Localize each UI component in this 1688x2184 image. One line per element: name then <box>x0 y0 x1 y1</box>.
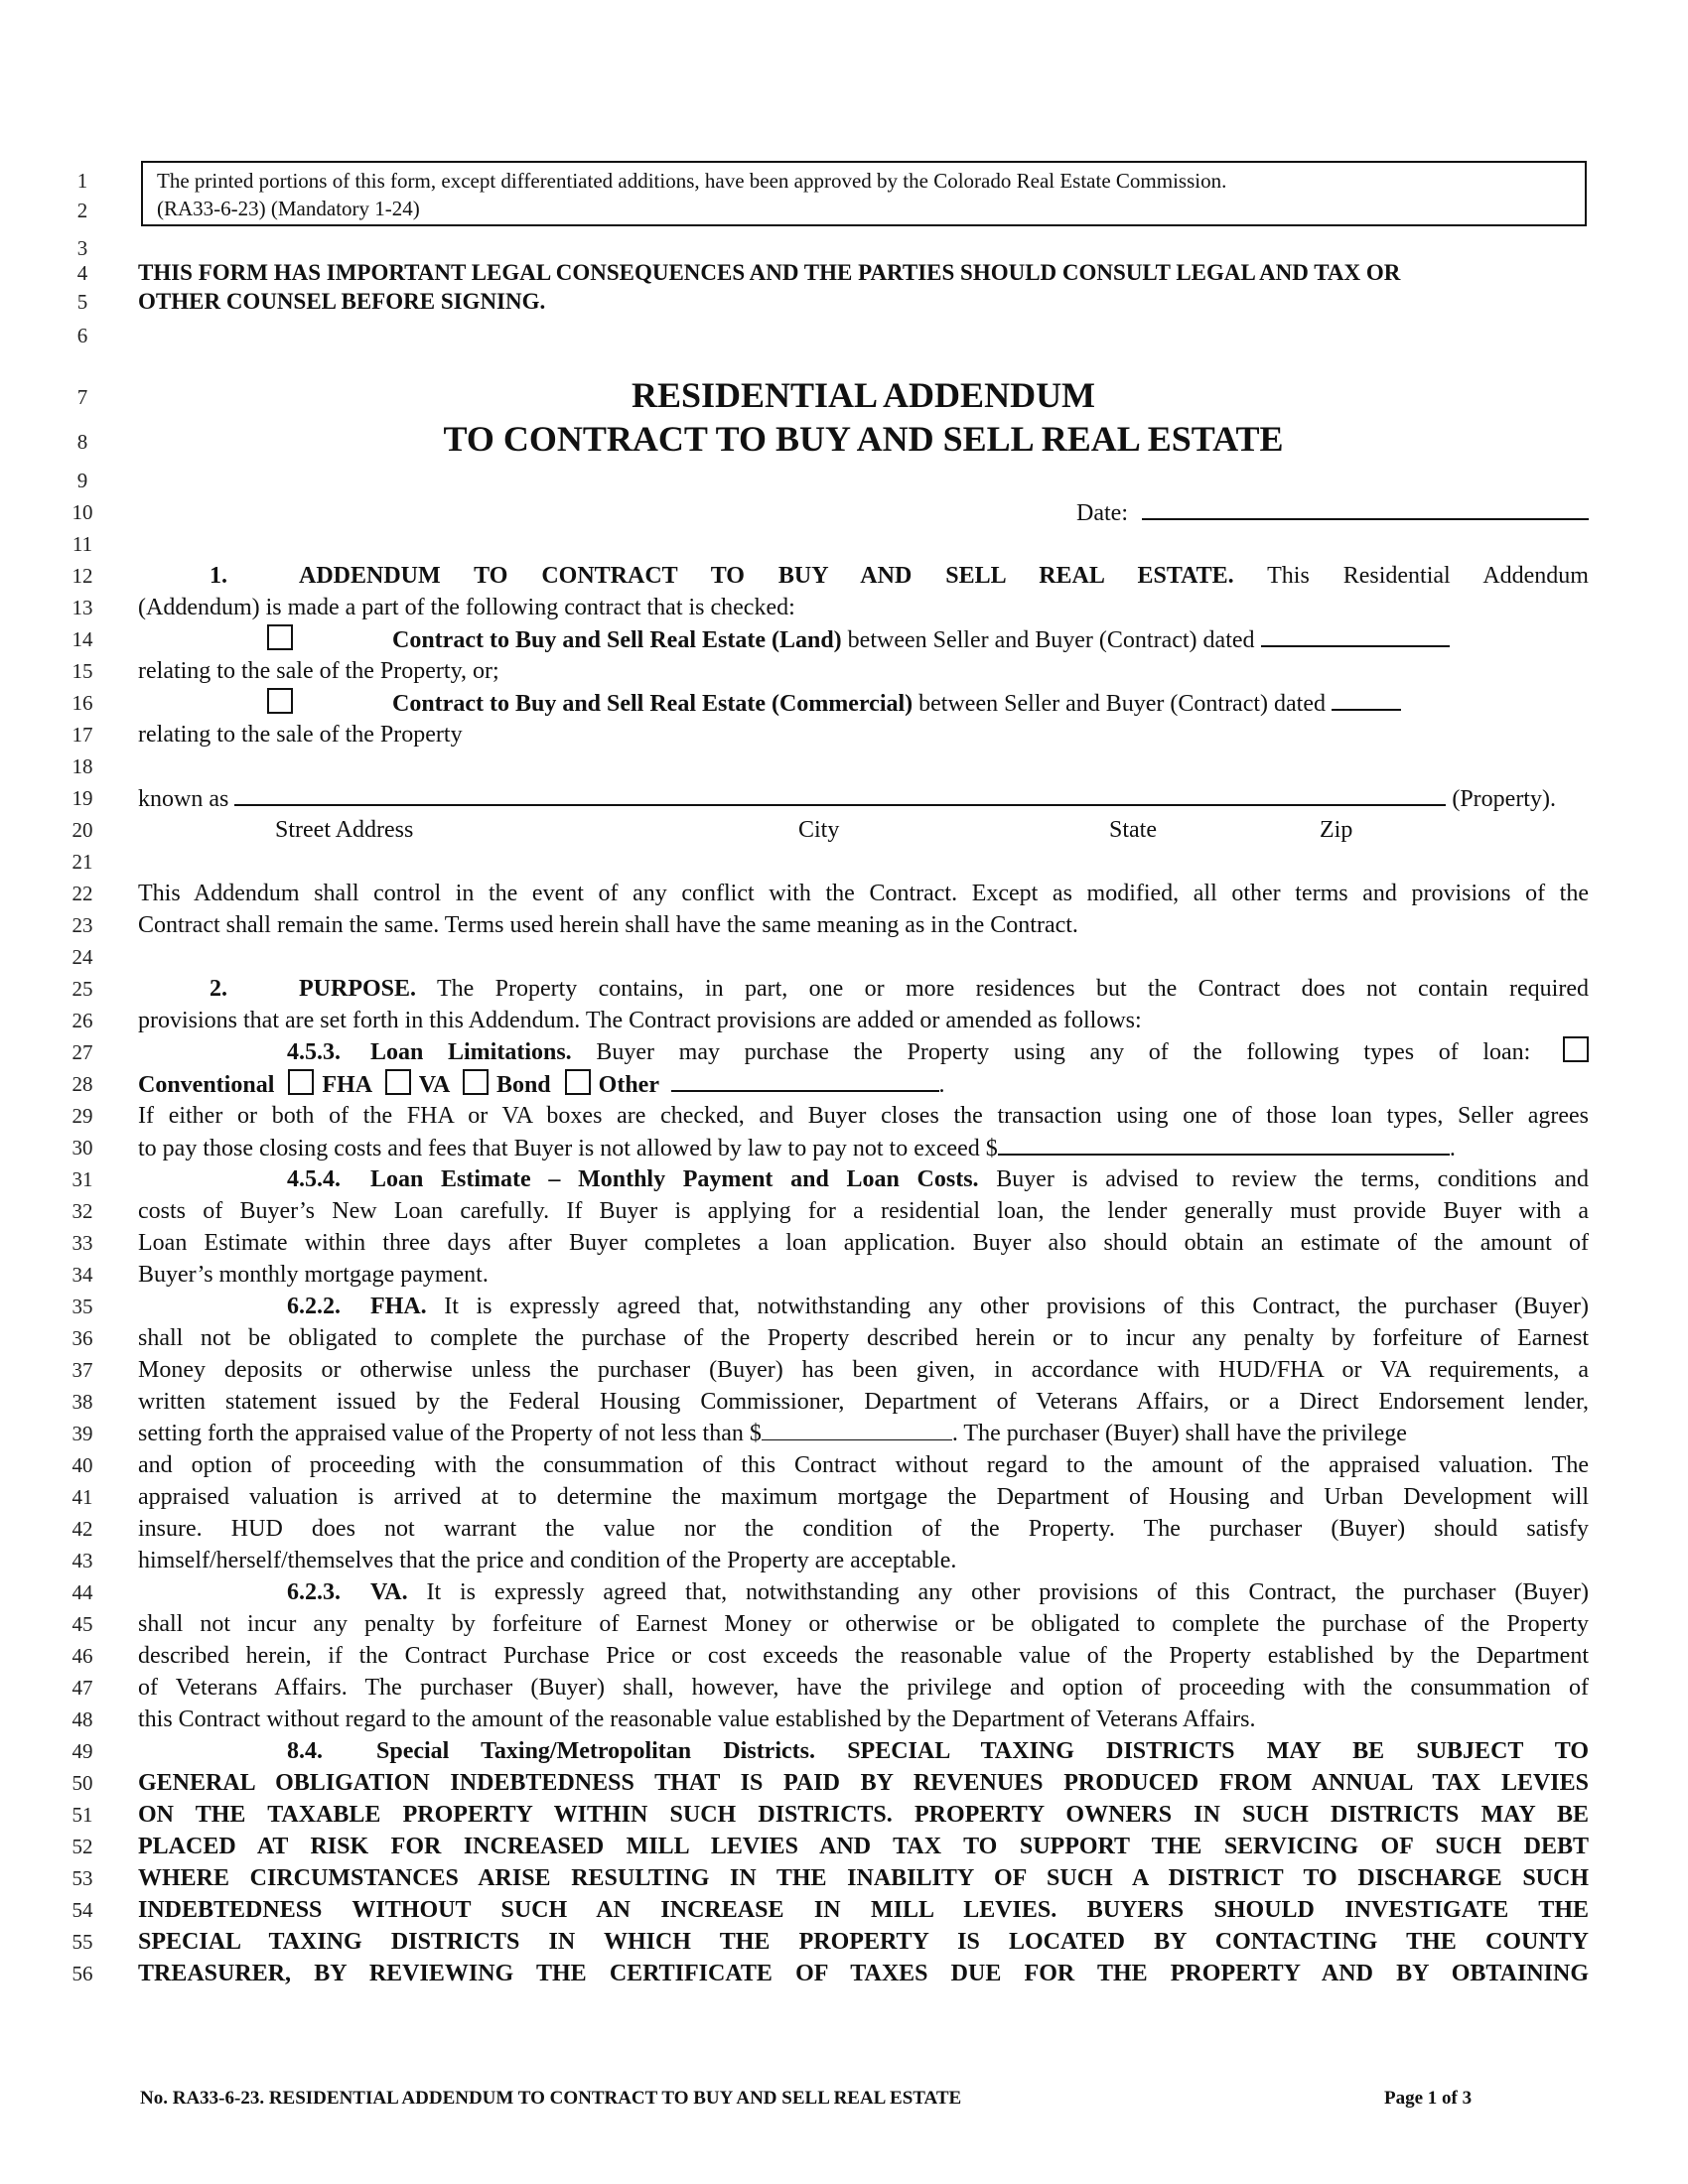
legal-warning-line-1: THIS FORM HAS IMPORTANT LEGAL CONSEQUENCES AND THE PARTIES SHOULD CONSULT LEGAL AND TAX OR <box>138 260 1401 285</box>
line-number: 26 <box>71 1009 93 1032</box>
option-land-text: between Seller and Buyer (Contract) dated <box>847 627 1255 653</box>
s622-line-37: Money deposits or otherwise unless the purchaser (Buyer) has been given, in accordance with HUD/FHA or VA requirements, a <box>138 1357 1589 1383</box>
known-as-row <box>138 782 1589 815</box>
s623-heading: VA. <box>370 1579 408 1605</box>
zip-label: Zip <box>1320 817 1353 843</box>
s453-line-30: to pay those closing costs and fees that Buyer is not allowed by law to pay not to exceed $ . <box>138 1132 1589 1164</box>
state-label: State <box>1109 817 1157 843</box>
property-label: (Property). <box>1452 786 1556 812</box>
line-number: 4 <box>76 261 88 285</box>
line-number: 37 <box>71 1358 93 1382</box>
line-number: 8 <box>76 430 88 454</box>
page-title-line-2: TO CONTRACT TO BUY AND SELL REAL ESTATE <box>443 419 1284 459</box>
loan-types-row: Conventional FHA VA Bond Other . <box>138 1068 1589 1101</box>
control-line-1: This Addendum shall control in the event of any conflict with the Contract. Except as modified, all other terms and provisions of the <box>138 881 1589 906</box>
s454-number: 4.5.4. <box>287 1166 341 1192</box>
closing-costs-text: to pay those closing costs and fees that Buyer is not allowed by law to pay not to exceed $ <box>138 1136 998 1161</box>
option-land-date-field[interactable] <box>1261 623 1450 647</box>
page-title-line-1: RESIDENTIAL ADDENDUM <box>631 375 1096 415</box>
notice-line-2: (RA33-6-23) (Mandatory 1-24) <box>157 197 420 220</box>
known-as-label: known as <box>138 786 229 812</box>
s84-number: 8.4. <box>287 1738 323 1764</box>
s84-line-51: ON THE TAXABLE PROPERTY WITHIN SUCH DISTRICTS. PROPERTY OWNERS IN SUCH DISTRICTS MAY BE <box>138 1802 1589 1828</box>
line-number: 45 <box>71 1612 93 1636</box>
fha-checkbox[interactable] <box>288 1069 314 1095</box>
legal-warning-line-2: OTHER COUNSEL BEFORE SIGNING. <box>138 289 546 314</box>
line-number: 22 <box>71 882 93 905</box>
line-number: 40 <box>71 1453 93 1477</box>
option-commercial-after: relating to the sale of the Property <box>138 722 463 748</box>
option-land-after: relating to the sale of the Property, or; <box>138 658 499 684</box>
section-2-number: 2. <box>210 976 227 1002</box>
city-label: City <box>798 817 840 843</box>
line-number: 24 <box>71 945 93 969</box>
line-number: 1 <box>76 169 88 193</box>
s453-text: Buyer may purchase the Property using any of the following types of loan: <box>596 1039 1531 1065</box>
s454-line-34: Buyer’s monthly mortgage payment. <box>138 1262 489 1288</box>
property-address-field[interactable] <box>234 782 1446 806</box>
line-number: 5 <box>76 290 88 314</box>
option-commercial-checkbox[interactable] <box>267 688 293 714</box>
loan-va-label: VA <box>418 1072 449 1098</box>
s622-line-36: shall not be obligated to complete the purchase of the Property described herein or to incur any penalty by forfeiture of Earnest <box>138 1325 1589 1351</box>
date-field[interactable] <box>1142 496 1589 520</box>
section-1-heading: ADDENDUM TO CONTRACT TO BUY AND SELL REAL ESTATE. <box>299 563 1234 589</box>
line-number: 2 <box>76 199 88 222</box>
s84-line-50: GENERAL OBLIGATION INDEBTEDNESS THAT IS PAID BY REVENUES PRODUCED FROM ANNUAL TAX LEVIES <box>138 1770 1589 1796</box>
s622-line-40: and option of proceeding with the consummation of this Contract without regard to the amount of the appraised valuation. The <box>138 1452 1589 1478</box>
notice-line-1: The printed portions of this form, except differentiated additions, have been approved by the Colorado Real Estate Commission. <box>157 169 1227 193</box>
line-number: 48 <box>71 1707 93 1731</box>
option-land-label: Contract to Buy and Sell Real Estate (Land) <box>392 627 842 653</box>
s454-heading: Loan Estimate – Monthly Payment and Loan Costs. <box>370 1166 979 1192</box>
other-loan-field[interactable] <box>671 1068 939 1092</box>
line-number: 16 <box>71 691 93 715</box>
line-number: 34 <box>71 1263 93 1287</box>
line-number: 35 <box>71 1295 93 1318</box>
line-number: 12 <box>71 564 93 588</box>
section-2-heading: PURPOSE. <box>299 976 417 1002</box>
option-commercial-row <box>138 687 1589 720</box>
option-commercial-date-field[interactable] <box>1332 687 1401 711</box>
section-1-number: 1. <box>210 563 227 589</box>
s84-line-55: SPECIAL TAXING DISTRICTS IN WHICH THE PROPERTY IS LOCATED BY CONTACTING THE COUNTY <box>138 1929 1589 1955</box>
street-address-label: Street Address <box>275 817 414 843</box>
line-number: 29 <box>71 1104 93 1128</box>
line-number: 43 <box>71 1549 93 1572</box>
section-2-intro: The Property contains, in part, one or more residences but the Contract does not contain required <box>436 976 1589 1002</box>
fha-row <box>138 1291 1589 1322</box>
line-number: 9 <box>76 469 88 492</box>
s622-number: 6.2.2. <box>287 1294 341 1319</box>
s453-number: 4.5.3. <box>287 1039 341 1065</box>
s84-line-56: TREASURER, BY REVIEWING THE CERTIFICATE OF TAXES DUE FOR THE PROPERTY AND BY OBTAINING <box>138 1961 1589 1986</box>
line-number: 36 <box>71 1326 93 1350</box>
s454-text: Buyer is advised to review the terms, conditions and <box>996 1166 1589 1192</box>
s622-line-38: written statement issued by the Federal Housing Commissioner, Department of Veterans Affairs, or a Direct Endorsement lender, <box>138 1389 1589 1415</box>
closing-costs-amount-field[interactable] <box>998 1132 1450 1156</box>
line-number: 6 <box>76 324 88 347</box>
line-number: 19 <box>71 786 93 810</box>
s84-text: Special Taxing/Metropolitan Districts. SPECIAL TAXING DISTRICTS MAY BE SUBJECT TO <box>376 1738 1589 1764</box>
line-number: 31 <box>71 1167 93 1191</box>
line-number: 56 <box>71 1962 93 1985</box>
s623-number: 6.2.3. <box>287 1579 341 1605</box>
control-line-2: Contract shall remain the same. Terms used herein shall have the same meaning as in the Contract. <box>138 912 1078 938</box>
s622-heading: FHA. <box>370 1294 427 1319</box>
line-number: 21 <box>71 850 93 874</box>
line-number: 38 <box>71 1390 93 1414</box>
section-2-heading-row <box>138 973 1589 1005</box>
line-number: 20 <box>71 818 93 842</box>
special-taxing-row <box>138 1735 1589 1767</box>
line-number: 51 <box>71 1803 93 1827</box>
line-number: 13 <box>71 596 93 619</box>
appraised-value-text-2: . The purchaser (Buyer) shall have the privilege <box>951 1421 1407 1446</box>
s622-line-43: himself/herself/themselves that the price and condition of the Property are acceptable. <box>138 1548 957 1573</box>
option-land-checkbox[interactable] <box>267 624 293 650</box>
date-label: Date: <box>1076 500 1128 526</box>
loan-conventional-label: Conventional <box>138 1072 275 1098</box>
s623-text: It is expressly agreed that, notwithstanding any other provisions of this Contract, the purchaser (Buyer) <box>426 1579 1590 1605</box>
line-number: 11 <box>71 532 93 556</box>
line-number: 14 <box>71 627 93 651</box>
line-number: 28 <box>71 1072 93 1096</box>
line-number: 55 <box>71 1930 93 1954</box>
line-number: 42 <box>71 1517 93 1541</box>
line-number: 15 <box>71 659 93 683</box>
s623-line-48: this Contract without regard to the amount of the reasonable value established by the Department of Veterans Affairs. <box>138 1706 1256 1732</box>
line-number: 50 <box>71 1771 93 1795</box>
s84-line-54: INDEBTEDNESS WITHOUT SUCH AN INCREASE IN MILL LEVIES. BUYERS SHOULD INVESTIGATE THE <box>138 1897 1589 1923</box>
loan-estimate-row <box>138 1163 1589 1195</box>
footer-form-id: No. RA33-6-23. RESIDENTIAL ADDENDUM TO CONTRACT TO BUY AND SELL REAL ESTATE <box>140 2088 962 2109</box>
s622-line-42: insure. HUD does not warrant the value nor the condition of the Property. The purchaser (Buyer) should satisfy <box>138 1516 1589 1542</box>
footer-page-number: Page 1 of 3 <box>1384 2088 1473 2109</box>
va-row <box>138 1576 1589 1608</box>
s453-heading: Loan Limitations. <box>370 1039 572 1065</box>
line-number: 25 <box>71 977 93 1001</box>
line-number: 23 <box>71 913 93 937</box>
line-number: 3 <box>76 236 88 260</box>
s623-line-45: shall not incur any penalty by forfeiture of Earnest Money or otherwise or be obligated to complete the purchase of the Property <box>138 1611 1589 1637</box>
line-number: 46 <box>71 1644 93 1668</box>
s84-line-52: PLACED AT RISK FOR INCREASED MILL LEVIES AND TAX TO SUPPORT THE SERVICING OF SUCH DEBT <box>138 1834 1589 1859</box>
section-1-intro: This Residential Addendum <box>1267 563 1589 589</box>
line-number: 52 <box>71 1835 93 1858</box>
line-number: 39 <box>71 1422 93 1445</box>
section-1-intro-cont: (Addendum) is made a part of the following contract that is checked: <box>138 595 795 620</box>
appraised-value-field[interactable] <box>762 1418 952 1440</box>
line-number: 32 <box>71 1199 93 1223</box>
other-checkbox[interactable] <box>565 1069 591 1095</box>
section-1-heading-row <box>138 560 1589 592</box>
s454-line-32: costs of Buyer’s New Loan carefully. If Buyer is applying for a residential loan, the lender generally must provide Buyer with a <box>138 1198 1589 1224</box>
section-2-intro-cont: provisions that are set forth in this Addendum. The Contract provisions are added or amended as follows: <box>138 1008 1142 1033</box>
va-checkbox[interactable] <box>385 1069 411 1095</box>
loan-fha-label: FHA <box>322 1072 371 1098</box>
option-commercial-label: Contract to Buy and Sell Real Estate (Commercial) <box>392 691 914 717</box>
loan-limitations-row <box>138 1036 1589 1068</box>
line-number: 47 <box>71 1676 93 1700</box>
s84-line-53: WHERE CIRCUMSTANCES ARISE RESULTING IN THE INABILITY OF SUCH A DISTRICT TO DISCHARGE SUCH <box>138 1865 1589 1891</box>
loan-bond-label: Bond <box>495 1072 551 1098</box>
s622-line-39 <box>138 1418 1589 1449</box>
appraised-value-text: setting forth the appraised value of the Property of not less than $ <box>138 1421 762 1446</box>
line-number: 44 <box>71 1580 93 1604</box>
commission-notice-box <box>141 161 1587 226</box>
s622-text: It is expressly agreed that, notwithstanding any other provisions of this Contract, the purchaser (Buyer) <box>444 1294 1589 1319</box>
s623-line-47: of Veterans Affairs. The purchaser (Buyer) shall, however, have the privilege and option of proceeding with the consummation of <box>138 1675 1589 1701</box>
s622-line-41: appraised valuation is arrived at to determine the maximum mortgage the Department of Housing and Urban Development will <box>138 1484 1589 1510</box>
bond-checkbox[interactable] <box>463 1069 489 1095</box>
line-number: 49 <box>71 1739 93 1763</box>
loan-other-label: Other <box>598 1072 659 1098</box>
option-land-row <box>138 623 1589 656</box>
line-number: 33 <box>71 1231 93 1255</box>
line-number: 10 <box>71 500 93 524</box>
line-number: 53 <box>71 1866 93 1890</box>
s623-line-46: described herein, if the Contract Purchase Price or cost exceeds the reasonable value of the Property established by the Department <box>138 1643 1589 1669</box>
option-commercial-text: between Seller and Buyer (Contract) dated <box>918 691 1326 717</box>
date-row <box>138 496 1589 529</box>
s453-line-29: If either or both of the FHA or VA boxes are checked, and Buyer closes the transaction using one of those loan types, Seller agrees <box>138 1103 1589 1129</box>
s454-line-33: Loan Estimate within three days after Buyer completes a loan application. Buyer also should obtain an estimate of the amount of <box>138 1230 1589 1256</box>
line-number: 27 <box>71 1040 93 1064</box>
conventional-checkbox[interactable] <box>1563 1036 1589 1062</box>
line-number: 41 <box>71 1485 93 1509</box>
line-number: 30 <box>71 1136 93 1160</box>
line-number: 54 <box>71 1898 93 1922</box>
line-number: 18 <box>71 754 93 778</box>
line-number: 7 <box>76 385 88 409</box>
line-number: 17 <box>71 723 93 747</box>
